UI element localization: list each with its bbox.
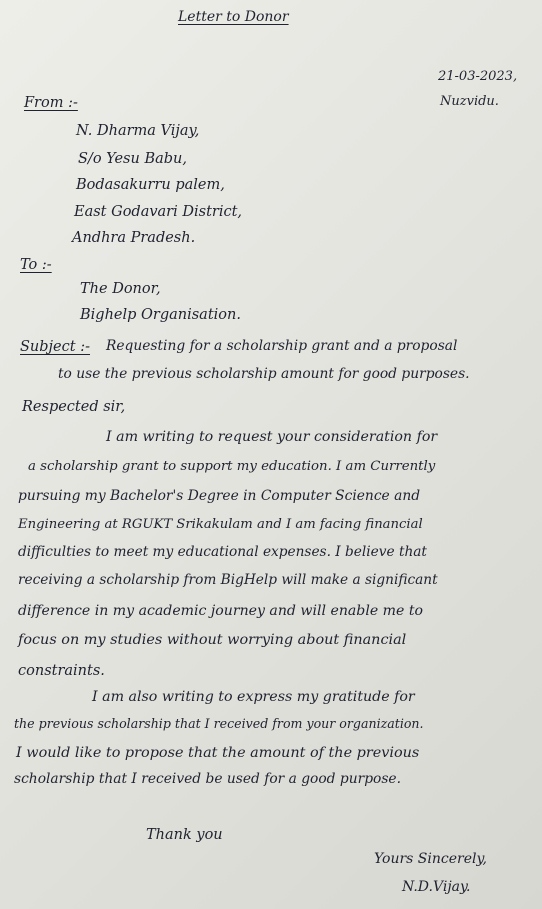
sender-state: Andhra Pradesh.	[72, 230, 196, 246]
signature: N.D.Vijay.	[402, 879, 471, 895]
body-line-11: the previous scholarship that I received from your organization.	[14, 716, 424, 731]
closing-sincerely: Yours Sincerely,	[374, 851, 487, 867]
body-line-10: I am also writing to express my gratitude for	[92, 689, 415, 705]
closing-thanks: Thank you	[146, 827, 223, 843]
body-line-9: constraints.	[18, 663, 105, 679]
body-line-4: Engineering at RGUKT Srikakulam and I am facing financial	[18, 517, 423, 532]
body-line-8: focus on my studies without worrying about financial	[18, 632, 407, 648]
subject-line-2: to use the previous scholarship amount for good purposes.	[58, 366, 470, 382]
body-line-3: pursuing my Bachelor's Degree in Computer Science and	[18, 488, 421, 504]
salutation: Respected sir,	[22, 399, 126, 415]
recipient-title: The Donor,	[80, 281, 161, 297]
body-line-7: difference in my academic journey and will enable me to	[18, 603, 423, 619]
sender-relation: S/o Yesu Babu,	[78, 151, 187, 167]
sender-name: N. Dharma Vijay,	[76, 123, 200, 139]
letter-place: Nuzvidu.	[440, 94, 499, 109]
sender-village: Bodasakurru palem,	[76, 177, 225, 193]
subject-label: Subject :-	[20, 339, 90, 355]
subject-line-1: Requesting for a scholarship grant and a proposal	[106, 338, 458, 354]
letter-date: 21-03-2023,	[438, 69, 518, 84]
sender-district: East Godavari District,	[74, 204, 243, 220]
recipient-organisation: Bighelp Organisation.	[80, 307, 241, 323]
body-line-5: difficulties to meet my educational expenses. I believe that	[18, 544, 427, 560]
body-line-12: I would like to propose that the amount of the previous	[16, 745, 420, 761]
body-line-1: I am writing to request your consideration for	[106, 429, 438, 445]
to-label: To :-	[20, 257, 52, 273]
letter-title: Letter to Donor	[178, 9, 289, 25]
body-line-2: a scholarship grant to support my education. I am Currently	[28, 459, 436, 474]
body-line-6: receiving a scholarship from BigHelp will make a significant	[18, 572, 438, 588]
from-label: From :-	[24, 95, 78, 111]
body-line-13: scholarship that I received be used for a good purpose.	[14, 771, 401, 787]
